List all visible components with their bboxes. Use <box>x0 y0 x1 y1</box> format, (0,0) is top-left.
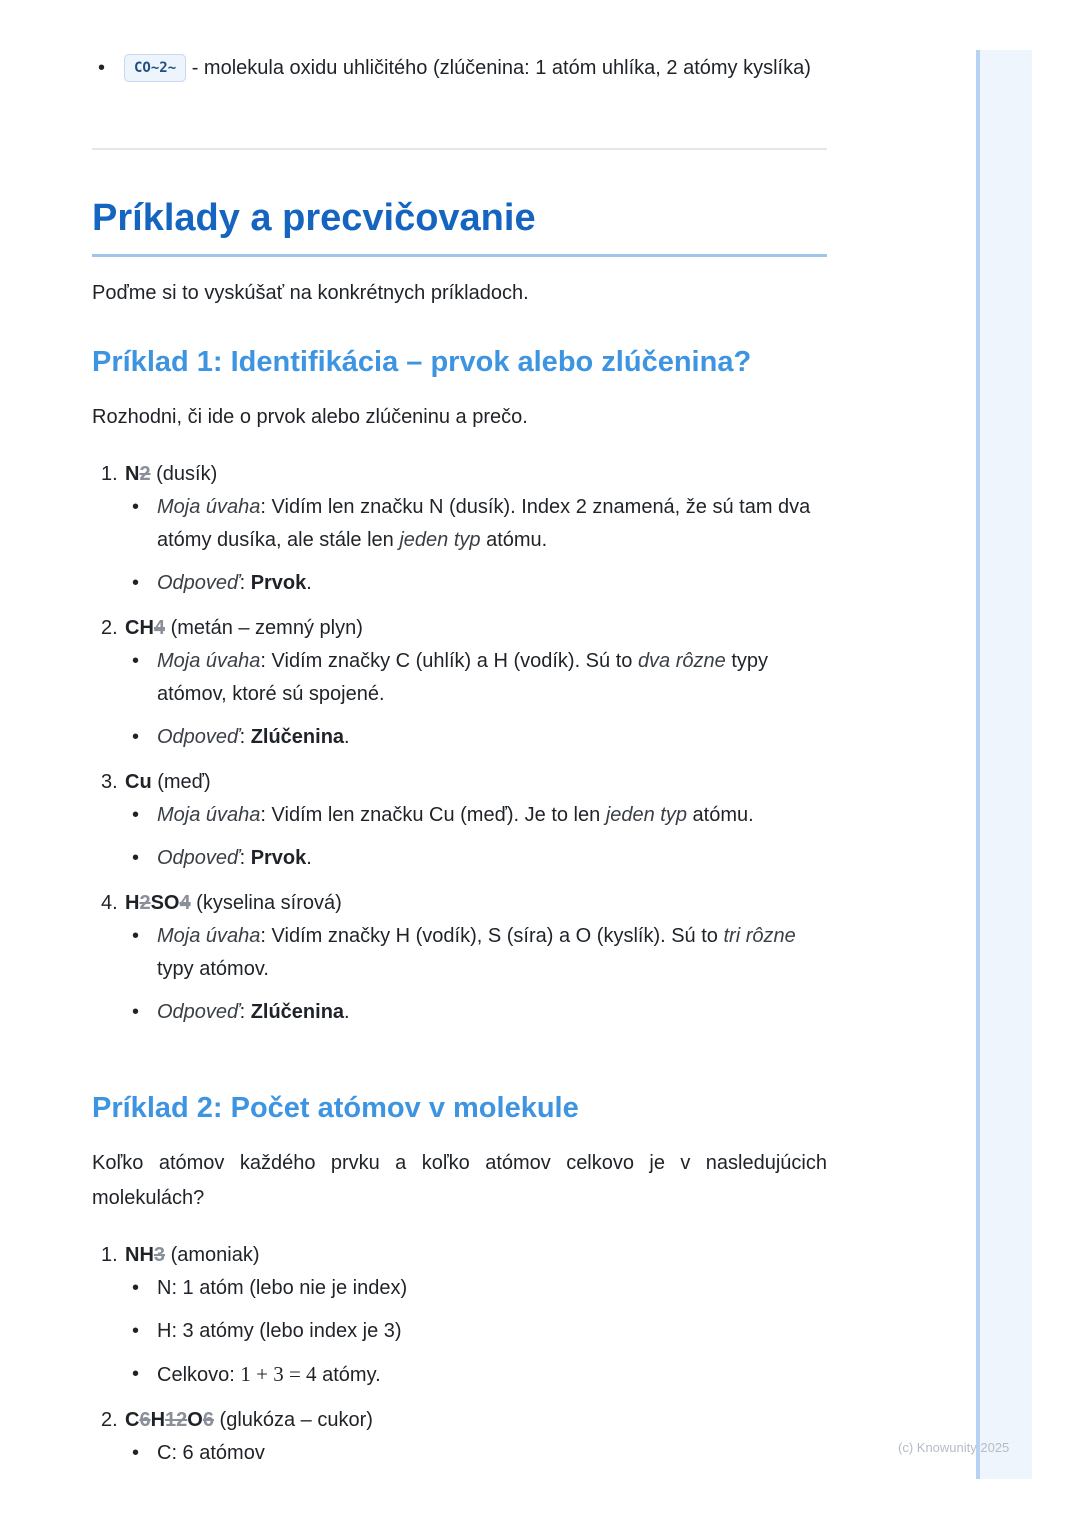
item-number: 2. <box>101 617 118 639</box>
compound-name: (metán – zemný plyn) <box>170 617 363 639</box>
count-line: • C: 6 atómov <box>125 1437 827 1470</box>
compound-name: (glukóza – cukor) <box>219 1409 373 1431</box>
section-title: Príklady a precvičovanie <box>92 190 827 257</box>
compound-name: (dusík) <box>156 463 218 485</box>
item-number: 1. <box>101 463 118 485</box>
example-item <box>92 612 827 754</box>
total-line: • Celkovo: 1 + 3 = 4 atómy. <box>125 1358 827 1392</box>
intro-list <box>92 52 827 84</box>
item-number: 2. <box>101 1409 118 1431</box>
answer: • Odpoveď: Prvok. <box>125 842 827 875</box>
answer: • Odpoveď: Zlúčenina. <box>125 721 827 754</box>
intro-text: - molekula oxidu uhličitého (zlúčenina: 1 atóm uhlíka, 2 atómy kyslíka) <box>191 57 811 79</box>
inline-code: CO~2~ <box>124 54 186 82</box>
count-line: • H: 3 atómy (lebo index je 3) <box>125 1315 827 1348</box>
reasoning-list <box>125 491 827 600</box>
formula: N2 <box>125 463 151 485</box>
item-number: 3. <box>101 771 118 793</box>
reasoning: • Moja úvaha: Vidím značky C (uhlík) a H (vodík). Sú to dva rôzne typy atómov, ktoré sú spojené. <box>125 645 827 711</box>
reasoning: • Moja úvaha: Vidím len značku Cu (meď). Je to len jeden typ atómu. <box>125 799 827 832</box>
count-list <box>125 1437 827 1470</box>
compound-name: (amoniak) <box>170 1244 260 1266</box>
section-lead: Poďme si to vyskúšať na konkrétnych príkladoch. <box>92 282 529 304</box>
example-item <box>92 458 827 600</box>
list-item <box>92 52 827 84</box>
formula: CH4 <box>125 617 166 639</box>
compound-name: (kyselina sírová) <box>196 892 342 914</box>
count-line: • N: 1 atóm (lebo nie je index) <box>125 1272 827 1305</box>
formula: H2SO4 <box>125 892 191 914</box>
item-number: 1. <box>101 1244 118 1266</box>
formula: Cu <box>125 771 152 793</box>
reasoning-list <box>125 645 827 754</box>
answer: • Odpoveď: Zlúčenina. <box>125 996 827 1029</box>
formula: C6H12O6 <box>125 1409 214 1431</box>
example-item <box>92 1239 827 1392</box>
example-2-title: Príklad 2: Počet atómov v molekule <box>92 1092 579 1124</box>
example-2-list <box>92 1239 827 1480</box>
item-number: 4. <box>101 892 118 914</box>
reasoning: • Moja úvaha: Vidím značky H (vodík), S (síra) a O (kyslík). Sú to tri rôzne typy atómov. <box>125 920 827 986</box>
reasoning-list <box>125 920 827 1029</box>
example-2-lead: Koľko atómov každého prvku a koľko atómov celkovo je v nasledujúcich molekulách? <box>92 1152 827 1209</box>
count-list <box>125 1272 827 1392</box>
reasoning-list <box>125 799 827 875</box>
side-panel <box>976 50 1032 1479</box>
example-item <box>92 1404 827 1470</box>
watermark: (c) Knowunity 2025 <box>898 1440 1010 1455</box>
formula: NH3 <box>125 1244 166 1266</box>
example-1-list <box>92 458 827 1039</box>
bullet: • <box>98 57 106 79</box>
example-item <box>92 887 827 1029</box>
example-1-title: Príklad 1: Identifikácia – prvok alebo zlúčenina? <box>92 346 752 378</box>
answer: • Odpoveď: Prvok. <box>125 567 827 600</box>
compound-name: (meď) <box>157 771 211 793</box>
divider <box>92 148 827 150</box>
reasoning: • Moja úvaha: Vidím len značku N (dusík). Index 2 znamená, že sú tam dva atómy dusíka, ale stále len jeden typ atómu. <box>125 491 827 557</box>
example-1-lead: Rozhodni, či ide o prvok alebo zlúčeninu a prečo. <box>92 406 528 428</box>
example-item <box>92 766 827 875</box>
